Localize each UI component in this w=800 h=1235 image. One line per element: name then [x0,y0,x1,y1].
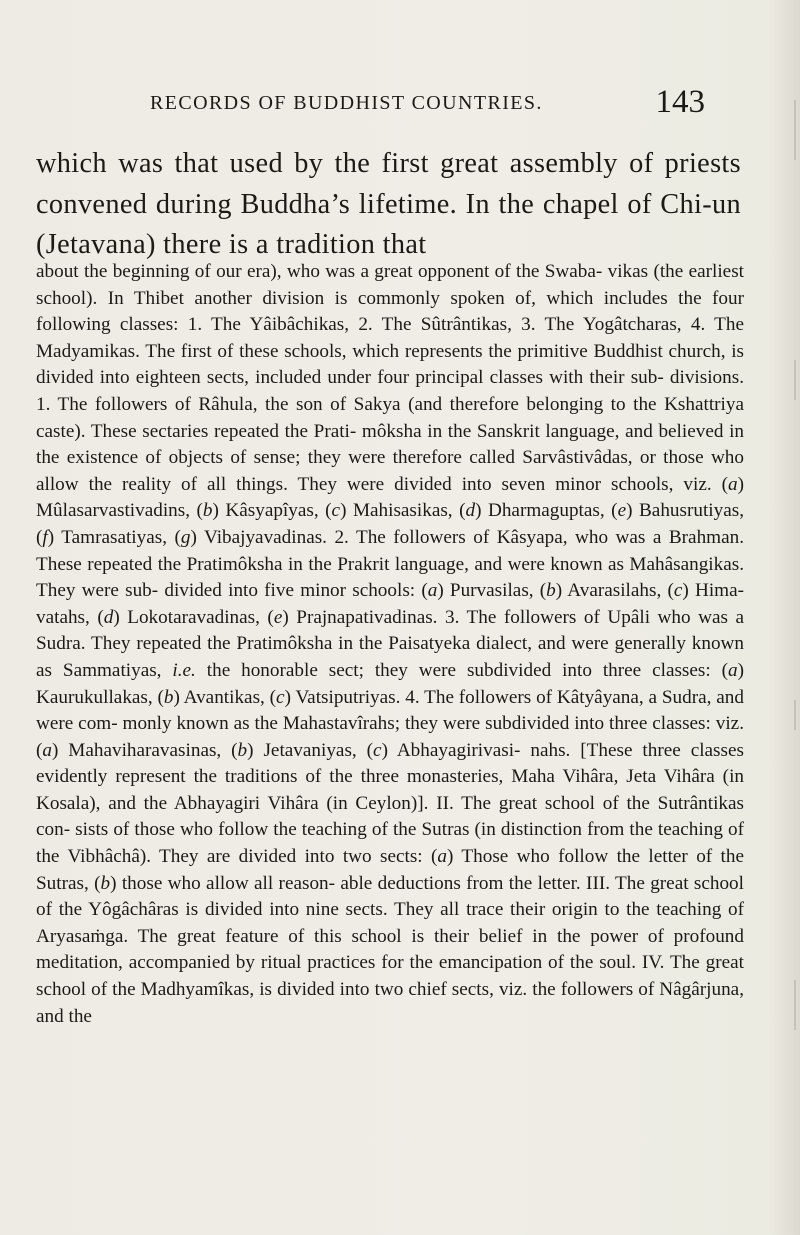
footnote-text: about the beginning of our era), who was a great opponent of the Swaba- vikas (the earliest school). In Thibet another division is commonly spoken of, which includes the four following classes: 1. The Yâibâchikas, 2. The Sûtrântikas, 3. The Yogâtcharas, 4. The Madyamikas. The first of these schools, which represents the primitive Buddhist church, is divided into eighteen sects, included under four principal classes with their sub- divisions. 1. The followers of Râhula, the son of Sakya (and therefore belonging to the Kshattriya caste). These sectaries repeated the Prati- môksha in the Sanskrit language, and believed in the existence of objects of sense; they were therefore called Sarvâstivâdas, or those who allow the reality of all things. They were divided into seven minor schools, viz. (a) Mûlasarvastivadins, (b) Kâsyapîyas, (c) Mahisasikas, (d) Dharmaguptas, (e) Bahusrutiyas, (f) Tamrasatiyas, (g) Vibajyavadinas. 2. The followers of Kâsyapa, who was a Brahman. These repeated the Pratimôksha in the Prakrit language, and were known as Mahâsangikas. They were sub- divided into five minor schools: (a) Purvasilas, (b) Avarasilahs, (c) Hima- vatahs, (d) Lokotaravadinas, (e) Prajnapativadinas. 3. The followers of Upâli who was a Sudra. They repeated the Pratimôksha in the Paisatyeka dialect, and were generally known as Sammatiyas, i.e. the honorable sect; they were subdivided into three classes: (a) Kaurukullakas, (b) Avantikas, (c) Vatsiputriyas. 4. The followers of Kâtyâyana, a Sudra, and were com- monly known as the Mahastavîrahs; they were subdivided into three classes: viz. (a) Mahaviharavasinas, (b) Jetavaniyas, (c) Abhayagirivasi- nahs. [These three classes evidently represent the traditions of the three monasteries, Maha Vihâra, Jeta Vihâra (in Kosala), and the Abhayagiri Vihâra (in Ceylon)]. II. The great school of the Sutrântikas con- sists of those who follow the teaching of the Sutras (in distinction from the teaching of the Vibhâchâ). They are divided into two sects: (a) Those who follow the letter of the Sutras, (b) those who allow all reason- able deductions from the letter. III. The great school of the Yôgâchâras is divided into nine sects. They all trace their origin to the teaching of Aryasaṁga. The great feature of this school is their belief in the power of profound meditation, accompanied by ritual practices for the emancipation of the soul. IV. The great school of the Madhyamîkas, is divided into two chief sects, viz. the followers of Nâgârjuna, and the [36,261,745,1027]
page-edge-shadow [786,0,796,1235]
page-number: 143 [655,84,705,120]
running-title: RECORDS OF BUDDHIST COUNTRIES. [150,92,543,114]
running-head [100,84,705,124]
main-text: which was that used by the first great assembly of priests convened during Buddha’s lifetime. In the chapel of Chi-un (Jetavana) there is a tradition that [36,148,741,260]
